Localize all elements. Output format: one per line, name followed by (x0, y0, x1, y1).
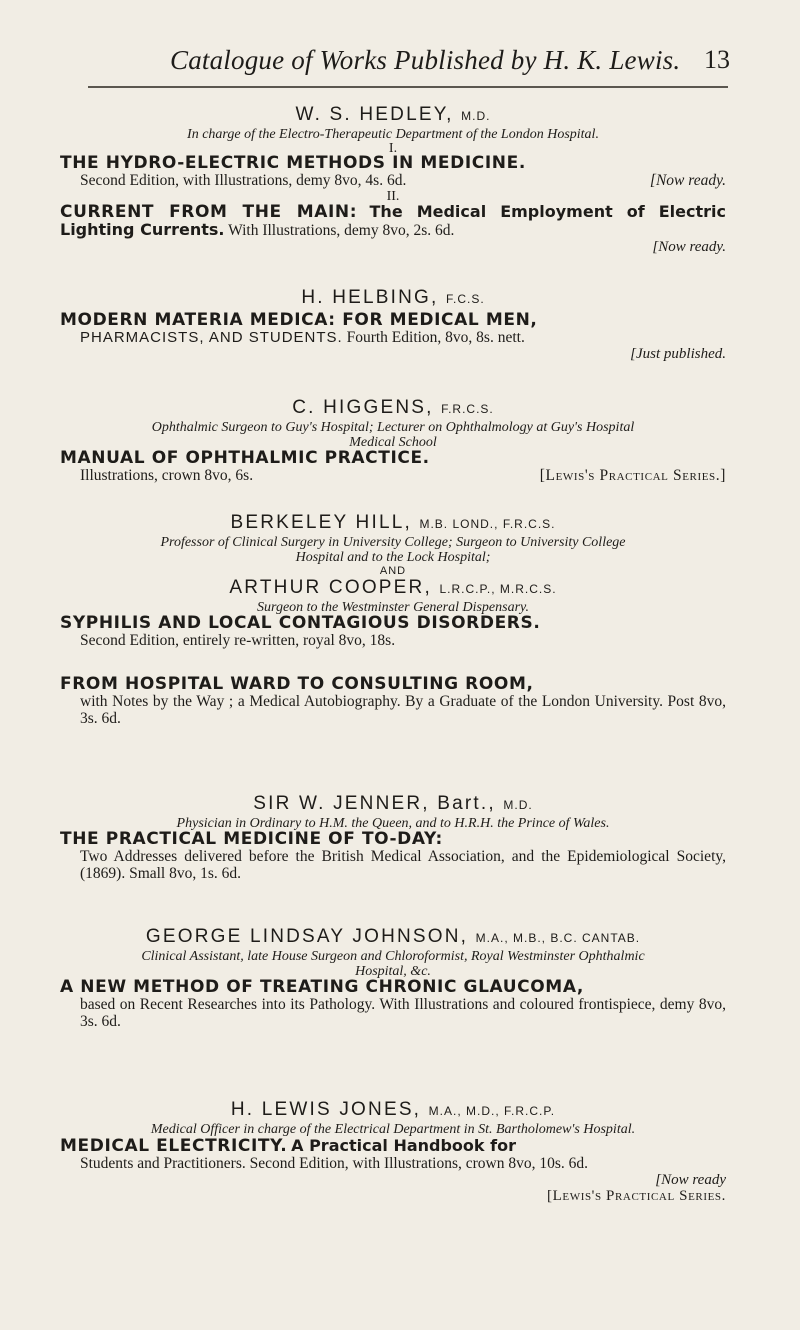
book-details (60, 467, 726, 484)
author-name (60, 104, 726, 127)
author-name-text: W. S. HEDLEY, (295, 104, 454, 125)
running-head (170, 45, 730, 85)
book-description: Second Edition, entirely re-written, royal 8vo, 18s. (80, 632, 396, 649)
author-role: Physician in Ordinary to H.M. the Queen, and to H.R.H. the Prince of Wales. (176, 816, 610, 831)
book-description: Fourth Edition, 8vo, 8s. nett. (346, 329, 525, 346)
book-title-continued: PHARMACISTS, AND STUDENTS. (80, 329, 343, 346)
entry-jenner (60, 793, 726, 882)
author-role: Professor of Clinical Surgery in University College; Surgeon to University College (160, 535, 626, 550)
book-status: [Now ready (655, 1172, 726, 1188)
book-title-text: MEDICAL ELECTRICITY. (60, 1136, 288, 1156)
book-title (60, 1137, 726, 1155)
book-status: [Just published. (630, 346, 726, 362)
author-name-text: H. HELBING, (301, 287, 439, 308)
book-description: With Illustrations, demy 8vo, 2s. 6d. (228, 222, 455, 239)
author-degrees: M.D. (503, 798, 533, 812)
entry-helbing (60, 287, 726, 362)
book-series: [Lewis's Practical Series. (547, 1188, 726, 1204)
book-title-text: FROM HOSPITAL WARD TO CONSULTING ROOM, (60, 674, 534, 694)
book-numeral: II. (386, 189, 400, 204)
book-description: Students and Practitioners. Second Edition, with Illustrations, crown 8vo, 10s. 6d. (80, 1155, 589, 1172)
entry-hospital-ward (60, 676, 726, 727)
book-details (60, 329, 726, 346)
second-author-role: Surgeon to the Westminster General Dispensary. (257, 600, 529, 615)
book-title (60, 312, 726, 329)
author-role: In charge of the Electro-Therapeutic Department of the London Hospital. (187, 127, 599, 142)
book-title-text: THE PRACTICAL MEDICINE OF TO-DAY: (60, 829, 443, 849)
book-status: [Now ready. (649, 172, 726, 189)
header-rule (88, 86, 728, 88)
author-degrees: F.R.C.S. (441, 402, 494, 416)
author-name (60, 926, 726, 949)
entry-hill-cooper (60, 512, 726, 649)
author-name-text: C. HIGGENS, (292, 397, 434, 418)
book-entry (60, 676, 726, 693)
author-degrees: M.D. (461, 109, 491, 123)
book-description: Two Addresses delivered before the British Medical Association, and the Epidemiological Society, (1869). Small 8vo, 1s. 6d. (80, 848, 726, 882)
book-title-text: SYPHILIS AND LOCAL CONTAGIOUS DISORDERS. (60, 613, 541, 633)
author-role: Clinical Assistant, late House Surgeon and Chloroformist, Royal Westminster Ophthalmic (141, 949, 645, 964)
author-role: Ophthalmic Surgeon to Guy's Hospital; Lecturer on Ophthalmology at Guy's Hospital (151, 420, 635, 435)
book-title-text: MANUAL OF OPHTHALMIC PRACTICE. (60, 448, 430, 468)
book-title (60, 450, 726, 467)
entry-hedley (60, 104, 726, 255)
book-title (60, 979, 726, 996)
book-title-text: A NEW METHOD OF TREATING CHRONIC GLAUCOMA, (60, 977, 584, 997)
book-description: Second Edition, with Illustrations, demy 8vo, 4s. 6d. (80, 172, 407, 189)
and-conjunction: AND (379, 565, 407, 577)
author-degrees: M.A., M.D., F.R.C.P. (428, 1104, 556, 1118)
author-degrees: F.C.S. (445, 292, 485, 306)
author-role-continued: Hospital, &c. (355, 964, 431, 979)
author-name (60, 793, 726, 816)
author-name (60, 1099, 726, 1122)
author-name (60, 397, 726, 420)
author-name-text: SIR W. JENNER, Bart., (253, 793, 496, 814)
entry-higgens (60, 397, 726, 484)
book-entry (60, 203, 726, 239)
author-degrees: M.B. LOND., F.R.C.S. (419, 517, 556, 531)
entry-lewis-jones (60, 1099, 726, 1205)
book-subtitle: The Medical Employment of Electric Lighting Currents. (60, 202, 726, 239)
running-head-title: Catalogue of Works Published by H. K. Lewis. (170, 45, 681, 75)
book-status: [Now ready. (652, 239, 726, 255)
book-title-text: THE HYDRO-ELECTRIC METHODS IN MEDICINE. (60, 153, 526, 173)
author-name-text: GEORGE LINDSAY JOHNSON, (145, 926, 469, 947)
book-description: based on Recent Researches into its Pathology. With Illustrations and coloured frontispiece, demy 8vo, 3s. 6d. (80, 996, 726, 1030)
author-role: Medical Officer in charge of the Electrical Department in St. Bartholomew's Hospital. (150, 1122, 636, 1137)
book-description: Illustrations, crown 8vo, 6s. (80, 467, 254, 484)
book-title-text: CURRENT FROM THE MAIN: (60, 202, 358, 222)
book-subtitle: A Practical Handbook for (291, 1136, 516, 1155)
author-name-text: BERKELEY HILL, (230, 512, 412, 533)
second-author-degrees: L.R.C.P., M.R.C.S. (439, 582, 557, 596)
second-author-name-text: ARTHUR COOPER, (229, 577, 432, 598)
entry-johnson (60, 926, 726, 1030)
author-degrees: M.A., M.B., B.C. CANTAB. (475, 931, 641, 945)
book-numeral: I. (388, 141, 398, 156)
page-number: 13 (704, 45, 730, 74)
author-role-continued: Medical School (349, 435, 437, 450)
book-title (60, 831, 726, 848)
book-description: with Notes by the Way ; a Medical Autobiography. By a Graduate of the London University. Post 8vo, 3s. 6d. (80, 693, 726, 727)
author-role-continued: Hospital and to the Lock Hospital; (295, 550, 491, 565)
book-details (60, 172, 726, 189)
author-name-text: H. LEWIS JONES, (230, 1099, 422, 1120)
book-title (60, 155, 726, 172)
book-series: [Lewis's Practical Series.] (539, 467, 726, 484)
book-title (60, 615, 726, 632)
author-name (60, 512, 726, 535)
author-name (60, 287, 726, 310)
book-title-text: MODERN MATERIA MEDICA: FOR MEDICAL MEN, (60, 310, 538, 330)
second-author-name (60, 577, 726, 600)
